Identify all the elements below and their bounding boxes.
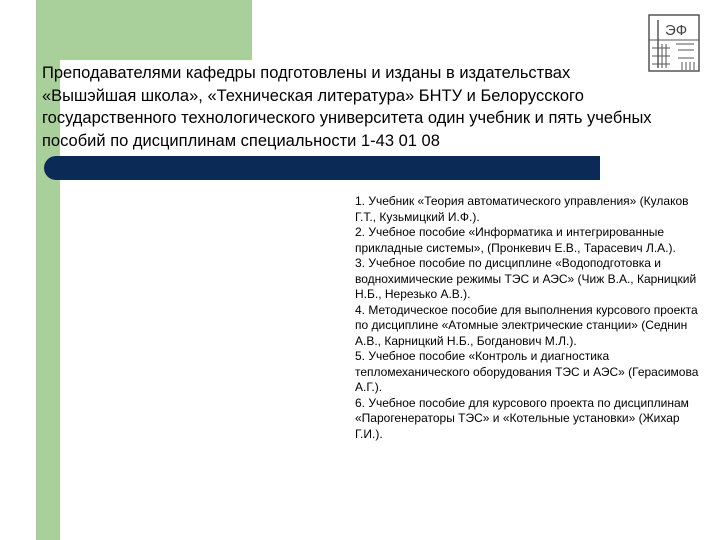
publication-item: 2. Учебное пособие «Информатика и интегрированные прикладные системы», (Пронкевич Е.В., Тарасевич Л.А.). [355,225,676,255]
publication-item: 1. Учебник «Теория автоматического управления» (Кулаков Г.Т., Кузьмицкий И.Ф.). [355,194,689,224]
title-underline-bar [44,156,600,180]
publication-item: 5. Учебное пособие «Контроль и диагностика тепломеханического оборудования ТЭС и АЭС» (Герасимова А.Г.). [355,349,699,394]
logo-text: ЭФ [665,22,688,39]
slide-title: Преподавателями кафедры подготовлены и изданы в издательствах «Вышэйшая школа», «Техническая литература» БНТУ и Белорусского государственного технологического университета один учебник и пять учебных пособий по дисциплинам специальности 1-43 01 08 [42,64,652,150]
publication-item: 4. Методическое пособие для выполнения курсового проекта по дисциплине «Атомные электрические станции» (Седнин А.В., Карницкий Н.Б., Богданович М.Л.). [355,302,698,348]
decorative-green-strip-top [36,0,252,60]
publication-list [355,194,700,442]
publication-item: 6. Учебное пособие для курсового проекта по дисциплинам «Парогенераторы ТЭС» и «Котельные установки» (Жихар Г.И.). [355,395,689,441]
publication-item: 3. Учебное пособие по дисциплине «Водоподготовка и воднохимические режимы ТЭС и АЭС» (Чиж В.А., Карницкий Н.Б., Нерезько А.В.). [355,256,697,301]
